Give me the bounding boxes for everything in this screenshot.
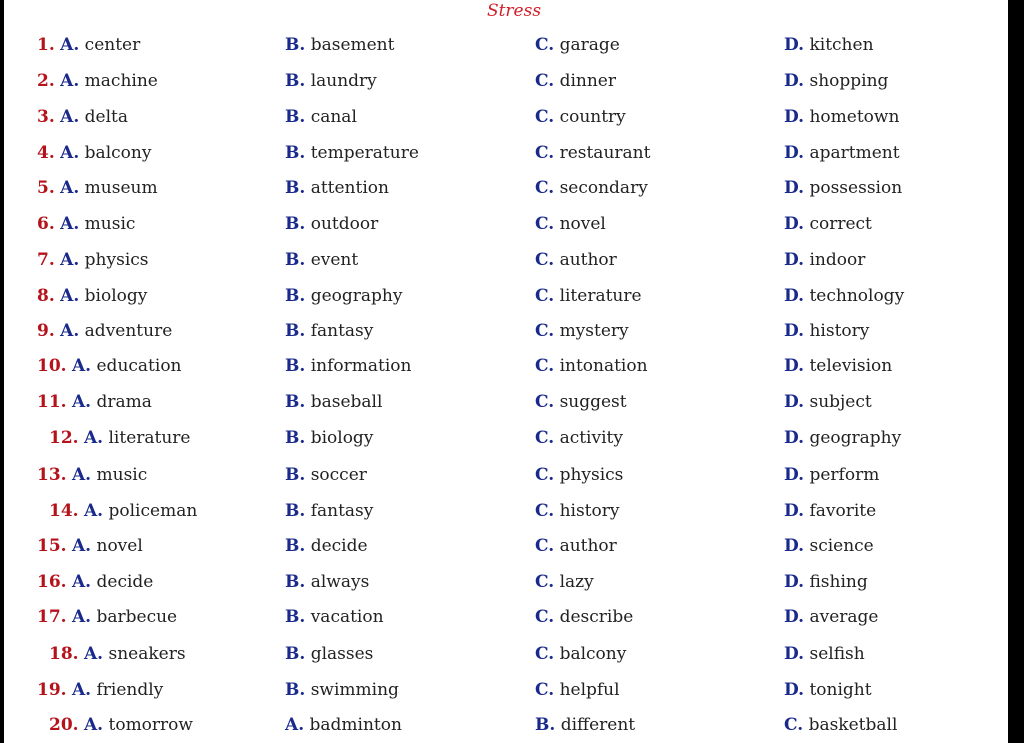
option-letter: A. — [60, 71, 80, 91]
option-word: museum — [84, 178, 158, 198]
option-word: decide — [96, 572, 154, 592]
option-word: hometown — [809, 107, 900, 127]
question-row — [4, 602, 1008, 632]
option-cell — [37, 66, 158, 96]
option-cell — [285, 102, 357, 132]
option-word: glasses — [310, 644, 374, 664]
question-row — [4, 531, 1008, 561]
option-cell — [285, 173, 389, 203]
option-word: tonight — [809, 680, 872, 700]
question-number: 15. — [37, 536, 67, 556]
question-number: 12. — [49, 428, 79, 448]
option-cell — [784, 460, 879, 490]
option-word: machine — [84, 71, 158, 91]
option-word: literature — [559, 286, 642, 306]
option-letter: D. — [784, 35, 805, 55]
option-word: history — [809, 321, 870, 341]
option-word: lazy — [559, 572, 594, 592]
option-word: baseball — [310, 392, 383, 412]
option-letter: B. — [285, 607, 306, 627]
option-word: fishing — [809, 572, 868, 592]
option-cell — [535, 602, 633, 632]
option-letter: A. — [60, 214, 80, 234]
question-row — [4, 567, 1008, 597]
option-letter: C. — [535, 572, 555, 592]
option-cell — [285, 209, 378, 239]
question-number: 8. — [37, 286, 55, 306]
option-letter: A. — [60, 321, 80, 341]
option-cell — [285, 423, 373, 453]
option-cell — [784, 531, 874, 561]
option-letter: D. — [784, 607, 805, 627]
option-word: technology — [809, 286, 905, 306]
option-letter: A. — [60, 250, 80, 270]
question-row — [4, 245, 1008, 275]
option-letter: D. — [784, 392, 805, 412]
option-letter: C. — [535, 536, 555, 556]
question-number: 7. — [37, 250, 55, 270]
option-word: average — [809, 607, 879, 627]
option-letter: B. — [285, 572, 306, 592]
option-word: possession — [809, 178, 903, 198]
option-word: information — [310, 356, 412, 376]
option-letter: B. — [285, 356, 306, 376]
option-cell — [535, 496, 619, 526]
option-cell — [535, 639, 626, 669]
question-number: 11. — [37, 392, 67, 412]
question-number: 5. — [37, 178, 55, 198]
option-word: fantasy — [310, 321, 374, 341]
question-row — [4, 639, 1008, 669]
option-word: subject — [809, 392, 872, 412]
option-cell — [784, 209, 872, 239]
option-cell — [535, 316, 629, 346]
option-word: adventure — [84, 321, 173, 341]
option-cell — [37, 531, 143, 561]
option-word: vacation — [310, 607, 384, 627]
option-letter: D. — [784, 501, 805, 521]
option-word: friendly — [96, 680, 164, 700]
option-word: novel — [559, 214, 606, 234]
option-letter: C. — [535, 178, 555, 198]
option-cell — [535, 675, 620, 705]
option-word: describe — [559, 607, 634, 627]
question-row — [4, 423, 1008, 453]
option-letter: B. — [285, 321, 306, 341]
option-letter: D. — [784, 644, 805, 664]
option-letter: D. — [784, 465, 805, 485]
option-word: event — [310, 250, 359, 270]
option-cell — [784, 316, 869, 346]
option-cell — [784, 351, 892, 381]
option-word: drama — [96, 392, 152, 412]
option-word: always — [310, 572, 370, 592]
option-cell — [285, 138, 419, 168]
option-cell — [285, 602, 384, 632]
option-cell — [285, 30, 394, 60]
option-cell — [37, 387, 152, 417]
option-letter: D. — [784, 178, 805, 198]
option-cell — [37, 460, 147, 490]
question-row — [4, 316, 1008, 346]
option-cell — [49, 423, 191, 453]
question-number: 16. — [37, 572, 67, 592]
option-cell — [285, 245, 358, 275]
option-cell — [37, 567, 153, 597]
option-word: biology — [310, 428, 374, 448]
option-letter: B. — [285, 143, 306, 163]
option-letter: A. — [60, 35, 80, 55]
option-word: geography — [310, 286, 403, 306]
option-cell — [535, 710, 635, 740]
option-letter: B. — [285, 286, 306, 306]
option-cell — [37, 351, 182, 381]
option-word: swimming — [310, 680, 399, 700]
option-cell — [37, 245, 149, 275]
option-word: restaurant — [559, 143, 651, 163]
option-letter: C. — [535, 607, 555, 627]
option-letter: B. — [285, 536, 306, 556]
option-letter: B. — [285, 465, 306, 485]
option-cell — [49, 496, 197, 526]
option-cell — [535, 351, 648, 381]
option-cell — [784, 173, 902, 203]
option-letter: A. — [60, 286, 80, 306]
option-letter: D. — [784, 214, 805, 234]
option-cell — [784, 639, 865, 669]
option-word: helpful — [559, 680, 620, 700]
option-word: balcony — [84, 143, 152, 163]
question-row — [4, 460, 1008, 490]
option-letter: D. — [784, 428, 805, 448]
option-letter: C. — [535, 143, 555, 163]
option-letter: C. — [535, 392, 555, 412]
option-word: attention — [310, 178, 389, 198]
option-word: sneakers — [108, 644, 186, 664]
option-word: indoor — [809, 250, 866, 270]
option-cell — [535, 387, 627, 417]
question-number: 6. — [37, 214, 55, 234]
option-word: delta — [84, 107, 129, 127]
option-word: apartment — [809, 143, 900, 163]
option-word: outdoor — [310, 214, 379, 234]
option-letter: A. — [71, 572, 92, 592]
option-word: music — [84, 214, 136, 234]
option-letter: B. — [535, 715, 556, 735]
option-word: education — [96, 356, 182, 376]
option-word: basketball — [808, 715, 898, 735]
option-letter: A. — [83, 644, 104, 664]
option-cell — [535, 173, 648, 203]
option-word: author — [559, 250, 617, 270]
option-word: mystery — [559, 321, 629, 341]
option-letter: C. — [535, 214, 555, 234]
question-number: 9. — [37, 321, 55, 341]
option-cell — [285, 496, 373, 526]
option-letter: A. — [71, 607, 92, 627]
option-word: shopping — [809, 71, 889, 91]
option-letter: C. — [535, 107, 555, 127]
option-word: secondary — [559, 178, 648, 198]
option-letter: D. — [784, 250, 805, 270]
option-word: perform — [809, 465, 880, 485]
option-cell — [535, 30, 620, 60]
option-cell — [37, 30, 140, 60]
option-letter: D. — [784, 286, 805, 306]
option-letter: B. — [285, 680, 306, 700]
option-letter: B. — [285, 428, 306, 448]
option-word: balcony — [559, 644, 627, 664]
option-word: science — [809, 536, 874, 556]
option-word: dinner — [559, 71, 616, 91]
option-word: author — [559, 536, 617, 556]
option-letter: D. — [784, 143, 805, 163]
option-word: geography — [809, 428, 902, 448]
option-cell — [285, 675, 399, 705]
option-word: biology — [84, 286, 148, 306]
option-letter: D. — [784, 536, 805, 556]
option-cell — [784, 387, 872, 417]
option-letter: A. — [83, 715, 104, 735]
option-cell — [285, 316, 373, 346]
question-number: 19. — [37, 680, 67, 700]
question-number: 3. — [37, 107, 55, 127]
question-row — [4, 351, 1008, 381]
question-row — [4, 66, 1008, 96]
option-cell — [49, 710, 193, 740]
option-cell — [535, 66, 616, 96]
option-word: selfish — [809, 644, 865, 664]
question-row — [4, 173, 1008, 203]
option-word: country — [559, 107, 626, 127]
option-word: favorite — [809, 501, 877, 521]
worksheet-page — [4, 0, 1008, 743]
option-letter: C. — [784, 715, 804, 735]
option-word: garage — [559, 35, 620, 55]
option-cell — [285, 639, 373, 669]
question-row — [4, 209, 1008, 239]
option-cell — [285, 567, 369, 597]
option-word: activity — [559, 428, 623, 448]
option-letter: C. — [535, 680, 555, 700]
option-word: correct — [809, 214, 872, 234]
option-cell — [535, 138, 650, 168]
option-cell — [784, 423, 901, 453]
option-word: suggest — [559, 392, 627, 412]
question-number: 13. — [37, 465, 67, 485]
option-cell — [784, 102, 899, 132]
option-letter: D. — [784, 572, 805, 592]
option-cell — [784, 710, 897, 740]
option-cell — [37, 209, 135, 239]
option-letter: D. — [784, 107, 805, 127]
option-letter: A. — [60, 178, 80, 198]
option-letter: C. — [535, 71, 555, 91]
option-letter: B. — [285, 250, 306, 270]
option-word: novel — [96, 536, 143, 556]
option-cell — [535, 281, 642, 311]
option-letter: C. — [535, 35, 555, 55]
option-letter: A. — [60, 143, 80, 163]
option-cell — [784, 138, 900, 168]
option-cell — [535, 567, 594, 597]
option-word: decide — [310, 536, 368, 556]
option-cell — [784, 245, 865, 275]
option-letter: B. — [285, 35, 306, 55]
option-word: intonation — [559, 356, 648, 376]
option-cell — [285, 351, 411, 381]
option-word: physics — [559, 465, 624, 485]
option-cell — [285, 531, 368, 561]
option-letter: B. — [285, 501, 306, 521]
option-cell — [37, 316, 172, 346]
option-word: physics — [84, 250, 149, 270]
option-cell — [535, 423, 623, 453]
option-word: fantasy — [310, 501, 374, 521]
question-number: 1. — [37, 35, 55, 55]
option-letter: C. — [535, 356, 555, 376]
option-word: history — [559, 501, 620, 521]
option-letter: A. — [285, 715, 305, 735]
option-cell — [535, 245, 617, 275]
option-letter: A. — [71, 392, 92, 412]
option-letter: A. — [83, 501, 104, 521]
option-cell — [535, 209, 606, 239]
option-cell — [784, 675, 872, 705]
option-word: temperature — [310, 143, 419, 163]
option-letter: B. — [285, 644, 306, 664]
option-letter: B. — [285, 392, 306, 412]
option-word: center — [84, 35, 141, 55]
option-letter: C. — [535, 644, 555, 664]
option-cell — [784, 496, 876, 526]
question-number: 18. — [49, 644, 79, 664]
option-letter: D. — [784, 680, 805, 700]
question-row — [4, 387, 1008, 417]
question-number: 20. — [49, 715, 79, 735]
option-word: television — [809, 356, 893, 376]
option-word: kitchen — [809, 35, 874, 55]
option-letter: B. — [285, 71, 306, 91]
option-letter: B. — [285, 107, 306, 127]
question-row — [4, 281, 1008, 311]
option-letter: A. — [60, 107, 80, 127]
option-cell — [784, 281, 904, 311]
question-row — [4, 710, 1008, 740]
question-row — [4, 496, 1008, 526]
option-cell — [784, 567, 868, 597]
option-word: basement — [310, 35, 395, 55]
option-letter: C. — [535, 250, 555, 270]
option-letter: B. — [285, 214, 306, 234]
option-letter: A. — [83, 428, 104, 448]
question-number: 2. — [37, 71, 55, 91]
option-cell — [285, 387, 382, 417]
option-cell — [535, 531, 617, 561]
page-title: Stress — [486, 1, 542, 21]
option-letter: A. — [71, 465, 92, 485]
option-cell — [535, 102, 626, 132]
option-cell — [37, 173, 158, 203]
question-row — [4, 138, 1008, 168]
option-letter: D. — [784, 356, 805, 376]
option-cell — [285, 281, 402, 311]
option-letter: A. — [71, 536, 92, 556]
option-letter: C. — [535, 321, 555, 341]
option-letter: A. — [71, 356, 92, 376]
question-row — [4, 30, 1008, 60]
option-letter: B. — [285, 178, 306, 198]
option-letter: C. — [535, 465, 555, 485]
option-word: tomorrow — [108, 715, 193, 735]
question-number: 10. — [37, 356, 67, 376]
option-cell — [535, 460, 623, 490]
option-word: different — [560, 715, 636, 735]
option-word: barbecue — [96, 607, 178, 627]
option-cell — [37, 602, 177, 632]
option-cell — [37, 102, 128, 132]
option-word: policeman — [108, 501, 198, 521]
option-letter: C. — [535, 501, 555, 521]
option-cell — [784, 602, 878, 632]
option-word: canal — [310, 107, 357, 127]
option-cell — [285, 460, 367, 490]
question-number: 14. — [49, 501, 79, 521]
option-word: laundry — [310, 71, 377, 91]
question-number: 4. — [37, 143, 55, 163]
question-row — [4, 675, 1008, 705]
option-letter: C. — [535, 428, 555, 448]
option-cell — [37, 138, 151, 168]
option-letter: D. — [784, 321, 805, 341]
option-cell — [49, 639, 186, 669]
option-word: soccer — [310, 465, 367, 485]
question-row — [4, 102, 1008, 132]
option-letter: A. — [71, 680, 92, 700]
option-cell — [285, 710, 402, 740]
question-number: 17. — [37, 607, 67, 627]
option-word: badminton — [309, 715, 402, 735]
option-letter: D. — [784, 71, 805, 91]
option-cell — [784, 66, 888, 96]
option-cell — [285, 66, 377, 96]
option-letter: C. — [535, 286, 555, 306]
option-cell — [37, 281, 147, 311]
option-cell — [37, 675, 163, 705]
option-word: literature — [108, 428, 191, 448]
option-cell — [784, 30, 874, 60]
option-word: music — [96, 465, 148, 485]
